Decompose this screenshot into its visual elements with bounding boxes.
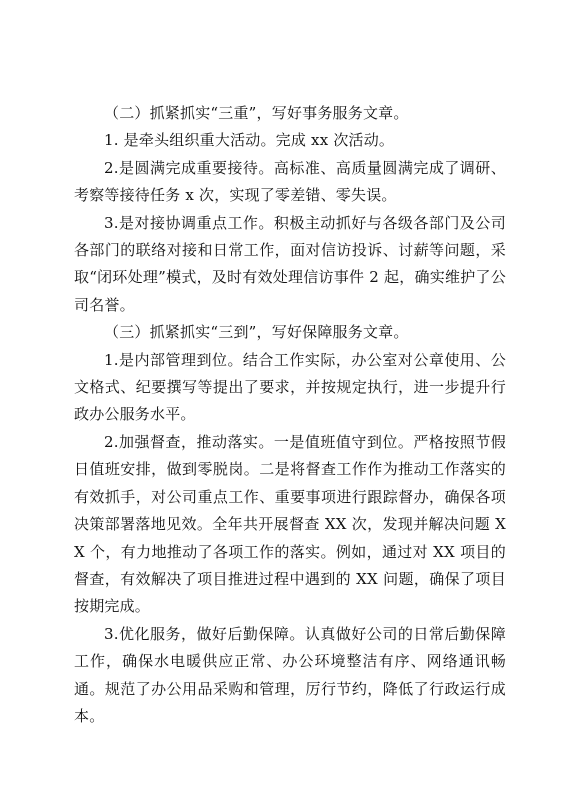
paragraph-supervision: 2.加强督查，推动落实。一是值班值守到位。严格按照节假日值班安排，做到零脱岗。二是将督查工作作为推动工作落实的有效抓手，对公司重点工作、重要事项进行跟踪督办，确保各项决策部署落地见效。全年共开展督查 XX 次，发现并解决问题 XX 个，有力地推动了各项工作的落实。例如，通过对 XX 项目的督查，有效解决了项目推进过程中遇到的 XX 问题，确保了项目按期完成。	[74, 432, 506, 616]
paragraph-coordination: 3.是对接协调重点工作。积极主动抓好与各级各部门及公司各部门的联络对接和日常工作，面对信访投诉、讨薪等问题，采取“闭环处理”模式，及时有效处理信访事件 2 起，确实维护了公司名誉。	[74, 213, 506, 314]
paragraph-reception: 2.是圆满完成重要接待。高标准、高质量圆满完成了调研、考察等接待任务 x 次，实现了零差错、零失误。	[74, 158, 506, 205]
section-heading-two: （二）抓紧抓实“三重”，写好事务服务文章。	[104, 104, 409, 122]
paragraph-major-activities: 1. 是牵头组织重大活动。完成 xx 次活动。	[104, 131, 395, 150]
paragraph-logistics: 3.优化服务，做好后勤保障。认真做好公司的日常后勤保障工作，确保水电暖供应正常、办公环境整洁有序、网络通讯畅通。规范了办公用品采购和管理，厉行节约，降低了行政运行成本。	[74, 624, 506, 725]
section-heading-three: （三）抓紧抓实“三到”，写好保障服务文章。	[104, 323, 409, 342]
paragraph-internal-management: 1.是内部管理到位。结合工作实际，办公室对公章使用、公文格式、纪要撰写等提出了要求，并按规定执行，进一步提升行政办公服务水平。	[74, 350, 506, 424]
document-body	[74, 100, 506, 730]
